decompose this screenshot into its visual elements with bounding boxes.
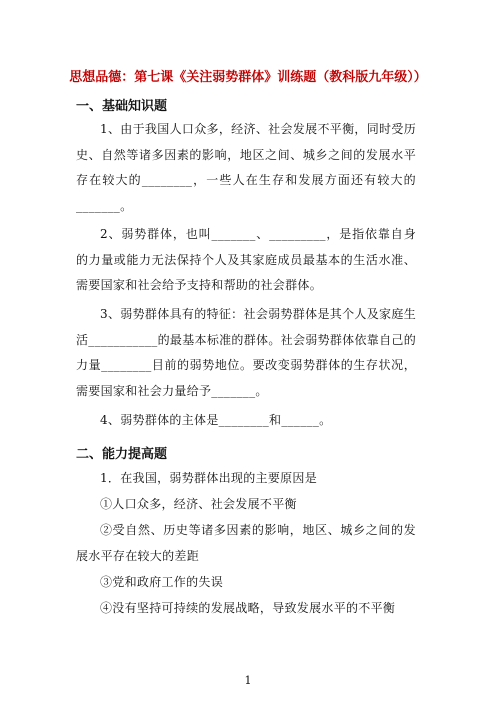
question-4: 4、弱势群体的主体是________和______。 bbox=[100, 413, 332, 427]
question-3: 3、弱势群体具有的特征：社会弱势群体是其个人及家庭生活___________的最基本标准的群体。社会弱势群体依靠自己的力量________目前的弱势地位。要改变弱势群体的生存状况，需要国家和社会力量给予_______。 bbox=[76, 307, 416, 398]
advanced-question-1: 1．在我国，弱势群体出现的主要原因是 bbox=[100, 471, 318, 485]
document-title: 思想品德：第七课《关注弱势群体》训练题（教科版九年级）） bbox=[69, 70, 427, 85]
question-2: 2、弱势群体，也叫_______、_________，是指依靠自身的力量或能力无法保持个人及其家庭成员最基本的生活水准、需要国家和社会给予支持和帮助的社会群体。 bbox=[76, 227, 416, 292]
option-4: ④没有坚持可持续的发展战略，导致发展水平的不平衡 bbox=[100, 601, 396, 615]
question-1: 1、由于我国人口众多，经济、社会发展不平衡，同时受历史、自然等诸多因素的影响，地区之间、城乡之间的发展水平存在较大的________，一些人在生存和发展方面还有较大的_______。 bbox=[76, 122, 416, 213]
option-3: ③党和政府工作的失误 bbox=[100, 575, 224, 589]
section-heading-basic: 一、基础知识题 bbox=[76, 99, 168, 114]
option-2: ②受自然、历史等诸多因素的影响，地区、城乡之间的发展水平存在较大的差距 bbox=[76, 523, 416, 563]
section-heading-advanced: 二、能力提高题 bbox=[76, 447, 168, 462]
page-number: 1 bbox=[244, 674, 252, 687]
option-1: ①人口众多，经济、社会发展不平衡 bbox=[100, 497, 297, 511]
